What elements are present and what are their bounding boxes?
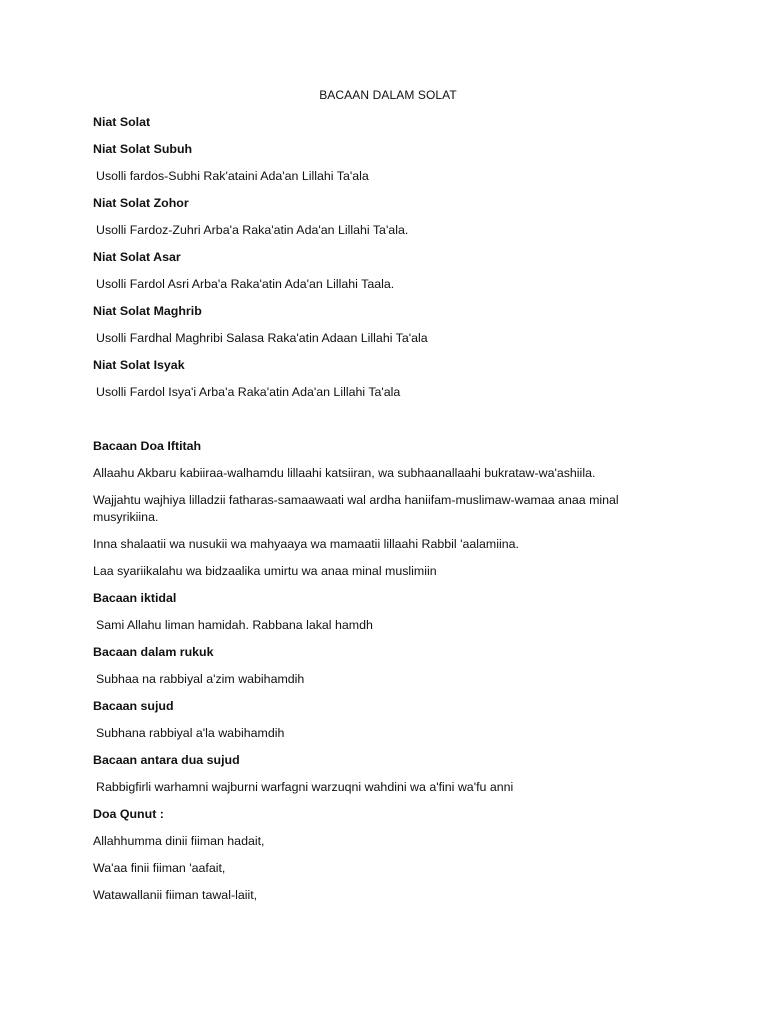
- heading-rukuk: Bacaan dalam rukuk: [93, 645, 214, 659]
- heading-niat-asar: Niat Solat Asar: [93, 250, 181, 264]
- text-qunut-line2: Wa'aa finii fiiman 'aafait,: [93, 861, 226, 875]
- text-antara-dua-sujud: Rabbigfirli warhamni wajburni warfagni warzuqni wahdini wa a'fini wa'fu anni: [96, 780, 514, 794]
- heading-iktidal: Bacaan iktidal: [93, 591, 177, 605]
- document-body: [93, 87, 683, 914]
- text-niat-asar: Usolli Fardol Asri Arba'a Raka'atin Ada'an Lillahi Taala.: [96, 277, 395, 291]
- spacer: [93, 411, 683, 438]
- text-qunut-line3: Watawallanii fiiman tawal-laiit,: [93, 888, 258, 902]
- heading-sujud: Bacaan sujud: [93, 699, 174, 713]
- text-niat-maghrib: Usolli Fardhal Maghribi Salasa Raka'atin Adaan Lillahi Ta'ala: [96, 331, 428, 345]
- heading-niat-solat: Niat Solat: [93, 115, 151, 129]
- text-iftitah-line1: Allaahu Akbaru kabiiraa-walhamdu lillaahi katsiiran, wa subhaanallaahi bukrataw-wa'ashiila.: [93, 466, 596, 480]
- document-title: BACAAN DALAM SOLAT: [319, 88, 457, 102]
- heading-doa-iftitah: Bacaan Doa Iftitah: [93, 439, 202, 453]
- text-niat-subuh: Usolli fardos-Subhi Rak'ataini Ada'an Lillahi Ta'ala: [96, 169, 369, 183]
- heading-niat-subuh: Niat Solat Subuh: [93, 142, 193, 156]
- text-rukuk: Subhaa na rabbiyal a'zim wabihamdih: [96, 672, 305, 686]
- text-iftitah-line4: Laa syariikalahu wa bidzaalika umirtu wa anaa minal muslimiin: [93, 564, 437, 578]
- heading-niat-isyak: Niat Solat Isyak: [93, 358, 185, 372]
- text-iktidal: Sami Allahu liman hamidah. Rabbana lakal hamdh: [96, 618, 373, 632]
- heading-niat-maghrib: Niat Solat Maghrib: [93, 304, 202, 318]
- text-iftitah-line3: Inna shalaatii wa nusukii wa mahyaaya wa mamaatii lillaahi Rabbil 'aalamiina.: [93, 537, 519, 551]
- text-sujud: Subhana rabbiyal a'la wabihamdih: [96, 726, 285, 740]
- heading-niat-zohor: Niat Solat Zohor: [93, 196, 189, 210]
- text-qunut-line1: Allahhumma dinii fiiman hadait,: [93, 834, 265, 848]
- text-niat-zohor: Usolli Fardoz-Zuhri Arba'a Raka'atin Ada'an Lillahi Ta'ala.: [96, 223, 409, 237]
- heading-doa-qunut: Doa Qunut :: [93, 807, 164, 821]
- text-iftitah-line2: Wajjahtu wajhiya lilladzii fatharas-samaawaati wal ardha haniifam-muslimaw-wamaa anaa minal musyrikiina.: [93, 493, 619, 524]
- heading-antara-dua-sujud: Bacaan antara dua sujud: [93, 753, 240, 767]
- text-niat-isyak: Usolli Fardol Isya'i Arba'a Raka'atin Ada'an Lillahi Ta'ala: [96, 385, 401, 399]
